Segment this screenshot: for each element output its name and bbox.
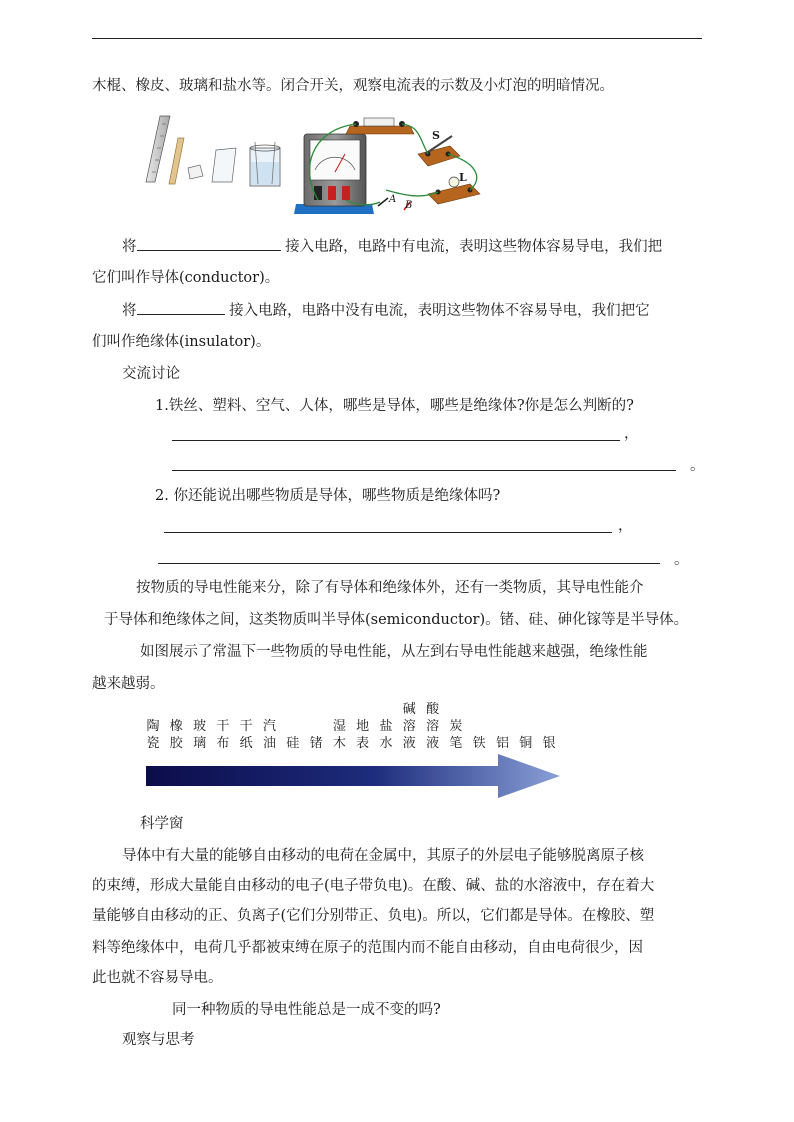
- science-line-2: 的束缚，形成大量能自由移动的电子(电子带负电)。在酸、碱、盐的水溶液中，存在着大: [92, 878, 655, 894]
- science-line-5: 此也就不容易导电。: [92, 970, 223, 986]
- conductor-pre: 将: [122, 239, 137, 255]
- science-line-1: 导体中有大量的能够自由移动的电荷在金属中，其原子的外层电子能够脱离原子核: [122, 848, 644, 864]
- beaker-icon: [250, 142, 280, 186]
- insulator-post: 接入电路，电路中没有电流，表明这些物体不容易导电，我们把它: [224, 303, 650, 319]
- material-label: 盐 水: [379, 719, 393, 751]
- figure-intro-line-1: 如图展示了常温下一些物质的导电性能，从左到右导电性能越来越强，绝缘性能: [140, 644, 648, 660]
- material-label: 湿 木: [332, 719, 346, 751]
- insulator-line-2: 们叫作绝缘体(insulator)。: [92, 334, 271, 350]
- material-label: 橡 胶: [169, 719, 183, 751]
- ruler-icon: [146, 116, 170, 182]
- semi-line-2: 于导体和绝缘体之间，这类物质叫半导体(semiconductor)。锗、硅、砷化镓等是半导体。: [104, 612, 689, 628]
- answer-line-1b[interactable]: [172, 470, 676, 471]
- material-label: 铜: [519, 736, 533, 751]
- experiment-figure: [0, 110, 794, 220]
- material-label: 酸 溶 液: [426, 702, 440, 751]
- wooden-stick-icon: [169, 138, 184, 184]
- material-label: 地 表: [356, 719, 370, 751]
- insulator-blank[interactable]: [137, 300, 225, 315]
- figure-intro-line-2: 越来越弱。: [92, 676, 165, 692]
- science-line-4: 料等绝缘体中，电荷几乎都被束缚在原子的范围内而不能自由移动，自由电荷很少，因: [92, 940, 643, 956]
- science-window-heading: 科学窗: [140, 816, 184, 832]
- conductor-post: 接入电路，电路中有电流，表明这些物体容易导电，我们把: [280, 239, 663, 255]
- conductor-line-1: [122, 236, 662, 257]
- switch-label: S: [432, 129, 440, 142]
- lamp-icon: [428, 177, 480, 204]
- question-1: 1.铁丝、塑料、空气、人体，哪些是导体，哪些是绝缘体?你是怎么判断的?: [155, 398, 634, 414]
- material-label: 干 纸: [239, 719, 253, 751]
- clip-a-label: A: [389, 194, 397, 205]
- material-label: 碱 溶 液: [402, 702, 416, 751]
- insulator-line-1: [122, 300, 650, 321]
- material-label: 硅: [286, 736, 300, 751]
- glass-plate-icon: [212, 148, 236, 182]
- question-2: 2. 你还能说出哪些物质是导体，哪些物质是绝缘体吗?: [155, 488, 501, 504]
- discussion-heading: 交流讨论: [122, 366, 180, 382]
- material-label: 干 布: [216, 719, 230, 751]
- material-label: 锗: [309, 736, 323, 751]
- ammeter-icon: [294, 134, 374, 214]
- material-label: 银: [542, 736, 556, 751]
- comma-2: ，: [618, 518, 633, 534]
- material-label: 汽 油: [262, 719, 276, 751]
- para-materials: 木棍、橡皮、玻璃和盐水等。闭合开关，观察电流表的示数及小灯泡的明暗情况。: [92, 78, 614, 94]
- question-constant: 同一种物质的导电性能总是一成不变的吗?: [172, 1002, 441, 1018]
- semi-line-1: 按物质的导电性能来分，除了有导体和绝缘体外，还有一类物质，其导电性能介: [136, 580, 644, 596]
- answer-line-2b[interactable]: [158, 563, 660, 564]
- test-board-icon: [346, 118, 414, 134]
- observe-heading: 观察与思考: [122, 1032, 195, 1048]
- period-2: 。: [674, 552, 689, 568]
- header-rule: [92, 38, 702, 39]
- period-1: 。: [690, 458, 705, 474]
- conductor-line-2: 它们叫作导体(conductor)。: [92, 270, 280, 286]
- material-label: 炭 笔: [449, 719, 463, 751]
- material-label: 铁: [472, 736, 486, 751]
- lamp-label: L: [459, 171, 467, 184]
- eraser-icon: [188, 165, 203, 179]
- material-label: 铝: [495, 736, 509, 751]
- clip-b-label: B: [405, 200, 413, 211]
- science-line-3: 量能够自由移动的正、负离子(它们分别带正、负电)。所以，它们都是导体。在橡胶、塑: [92, 908, 655, 924]
- comma-1: ，: [624, 426, 639, 442]
- material-label: 玻 璃: [193, 719, 207, 751]
- material-label: 陶 瓷: [146, 719, 160, 751]
- answer-line-2a[interactable]: [164, 532, 612, 533]
- answer-line-1a[interactable]: [172, 440, 620, 441]
- insulator-pre: 将: [122, 303, 137, 319]
- conductor-blank[interactable]: [137, 236, 281, 251]
- conductivity-arrow: [146, 754, 566, 800]
